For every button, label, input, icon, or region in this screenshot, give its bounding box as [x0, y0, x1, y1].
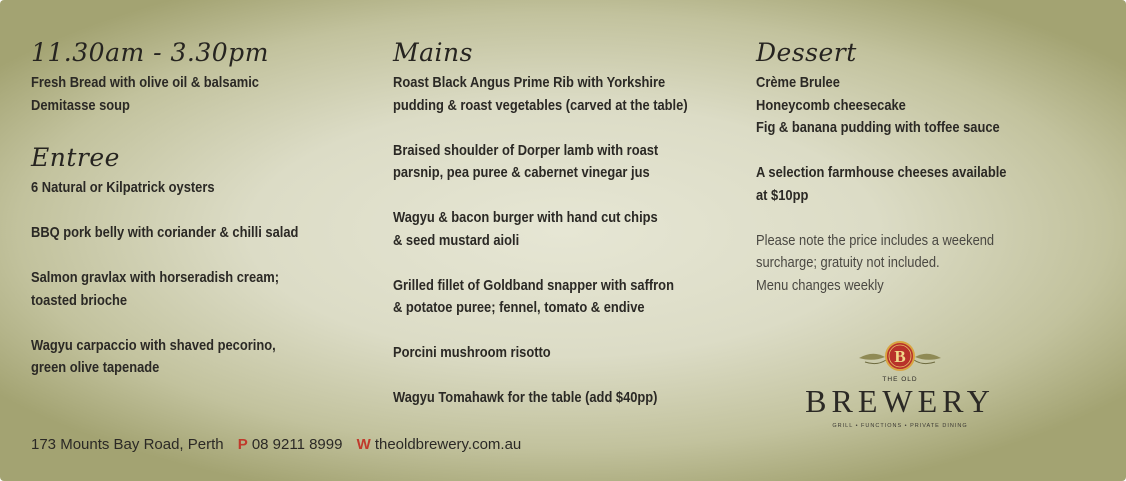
entree-heading: Entree — [31, 143, 120, 172]
hop-emblem-icon — [855, 338, 945, 374]
main-item: Porcini mushroom risotto — [393, 344, 551, 361]
main-item: Wagyu Tomahawk for the table (add $40pp) — [393, 389, 658, 406]
entree-item: BBQ pork belly with coriander & chilli salad — [31, 224, 299, 241]
contact-footer — [31, 436, 521, 453]
main-item: Grilled fillet of Goldband snapper with saffron — [393, 276, 674, 294]
mains-heading: Mains — [393, 38, 473, 67]
dessert-item: Crème Brulee — [756, 74, 840, 91]
logo-tagline: GRILL • FUNCTIONS • PRIVATE DINING — [832, 423, 968, 429]
phone-label: P — [237, 436, 248, 453]
address: 173 Mounts Bay Road, Perth — [31, 436, 224, 453]
cheese-offer: A selection farmhouse cheeses available — [756, 164, 1007, 181]
price-note: Please note the price includes a weekend — [756, 231, 995, 249]
starter-item: Fresh Bread with olive oil & balsamic — [31, 74, 259, 91]
main-item: Roast Black Angus Prime Rib with Yorkshire — [393, 74, 666, 91]
website-link[interactable]: theoldbrewery.com.au — [374, 436, 522, 453]
main-item-line2: pudding & roast vegetables (carved at the table) — [393, 96, 688, 114]
menu-changes-note: Menu changes weekly — [756, 276, 884, 294]
svg-text:B: B — [894, 347, 906, 366]
dessert-item: Fig & banana pudding with toffee sauce — [756, 119, 1000, 136]
dessert-heading: Dessert — [756, 38, 857, 67]
entree-item: Wagyu carpaccio with shaved pecorino, — [31, 336, 276, 354]
cheese-offer-line2: at $10pp — [756, 186, 809, 204]
time-heading: 11.30am - 3.30pm — [31, 38, 269, 67]
main-item-line2: parsnip, pea puree & cabernet vinegar jus — [393, 164, 650, 181]
main-item: Wagyu & bacon burger with hand cut chips — [393, 209, 658, 226]
entree-item: 6 Natural or Kilpatrick oysters — [31, 179, 215, 196]
lunch-column — [31, 34, 371, 380]
web-label: W — [356, 436, 371, 453]
mains-column — [393, 34, 738, 410]
entree-item-line2: toasted brioche — [31, 291, 128, 309]
main-item-line2: & potatoe puree; fennel, tomato & endive — [393, 299, 645, 316]
logo-name: BREWERY — [805, 383, 995, 419]
brewery-logo — [780, 338, 1020, 453]
price-note-line2: surcharge; gratuity not included. — [756, 254, 940, 271]
entree-item-line2: green olive tapenade — [31, 359, 160, 376]
starter-item: Demitasse soup — [31, 96, 130, 114]
dessert-item: Honeycomb cheesecake — [756, 96, 906, 114]
main-item-line2: & seed mustard aioli — [393, 231, 520, 249]
dessert-column — [756, 34, 1106, 297]
phone-number: 08 9211 8999 — [251, 436, 343, 453]
main-item: Braised shoulder of Dorper lamb with roast — [393, 141, 659, 159]
entree-item: Salmon gravlax with horseradish cream; — [31, 269, 280, 286]
logo-small-text: THE OLD — [882, 376, 918, 383]
